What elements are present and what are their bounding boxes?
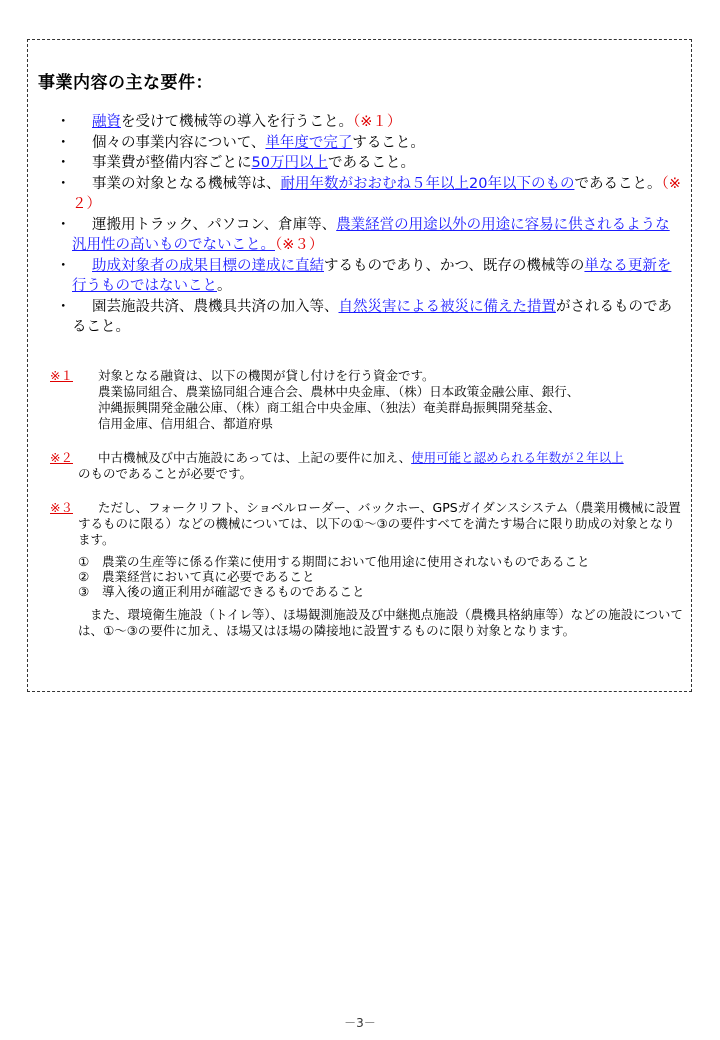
requirement-link[interactable]: 融資 (92, 114, 121, 130)
footnote-3-extra: また、環境衛生施設（トイレ等）、ほ場観測施設及び中継拠点施設（農機具格納庫等）などの施設については、①～③の要件に加え、ほ場又はほ場の隣接地に設置するものに限り対象となります。 (78, 607, 683, 638)
requirement-item (56, 133, 681, 154)
bullet-icon: ・ (56, 114, 71, 130)
footnote-reference[interactable]: （※３） (275, 237, 324, 253)
footnote-2 (50, 450, 685, 482)
requirement-text-part: 運搬用トラック、パソコン、倉庫等、 (92, 216, 337, 233)
footnote-2-link[interactable]: 使用可能と認められる年数が２年以上 (411, 450, 624, 465)
requirement-link[interactable]: 自然災害による被災に備えた措置 (338, 298, 556, 315)
bullet-icon: ・ (56, 257, 71, 274)
footnote-2-body (78, 450, 685, 482)
requirement-text (72, 135, 425, 151)
bullet-icon: ・ (56, 216, 71, 233)
footnote-1 (50, 368, 685, 432)
requirement-text-part: 園芸施設共済、農機具共済の加入等、 (92, 298, 339, 315)
requirement-link[interactable]: 助成対象者の成果目標の達成に直結 (92, 257, 324, 274)
footnote-3-conditions (78, 554, 685, 599)
footnote-mark-3[interactable]: ※３ (50, 500, 73, 515)
requirements-box (27, 39, 692, 692)
condition-item: ② 農業経営において真に必要であること (78, 569, 315, 584)
condition-item: ① 農業の生産等に係る作業に使用する期間において他用途に使用されないものであること (78, 554, 590, 569)
bullet-icon: ・ (56, 298, 71, 315)
requirement-text (72, 114, 401, 130)
bullet-icon: ・ (56, 155, 71, 171)
requirement-text (72, 258, 671, 295)
requirement-text-part: するものであり、かつ、既存の機械等の (324, 257, 585, 274)
requirement-text-part: 個々の事業内容について、 (92, 134, 266, 151)
footnote-3-body: ただし、フォークリフト、ショベルローダー、バックホー、GPSガイダンスシステム（農業用機械に設置するものに限る）などの機械については、以下の①～③の要件すべてを満たす場合に限り助成の対象となります。 (78, 500, 681, 547)
footnote-mark-1[interactable]: ※１ (50, 368, 73, 383)
requirement-item (56, 256, 681, 297)
requirement-item (56, 215, 681, 256)
requirement-text-part: すること。 (352, 134, 425, 151)
requirement-text (72, 299, 672, 336)
requirement-link[interactable]: 単なる更新を行うものではないこと (72, 257, 672, 294)
footnote-3 (50, 500, 685, 639)
footnote-2-text: 中古機械及び中古施設にあっては、上記の要件に加え、 (98, 450, 412, 465)
requirement-text-part: であること。 (574, 175, 662, 192)
condition-item: ③ 導入後の適正利用が確認できるものであること (78, 584, 365, 599)
footnote-1-line: 沖縄振興開発金融公庫、（株）商工組合中央金庫、（独法）奄美群島振興開発基金、 (98, 400, 561, 415)
page-number: －3－ (344, 1016, 376, 1030)
requirement-link[interactable]: 耐用年数がおおむね５年以上20年以下のもの (280, 175, 575, 192)
requirement-link[interactable]: 50万円以上 (251, 155, 328, 171)
requirement-text-part: を受けて機械等の導入を行うこと。 (121, 114, 353, 130)
requirement-text (72, 155, 415, 171)
requirement-text-part: 事業費が整備内容ごとに (92, 155, 252, 171)
requirement-link[interactable]: 単年度で完了 (265, 134, 353, 151)
section-title: 事業内容の主な要件： (38, 73, 213, 93)
requirement-text-part: がされるものであること。 (72, 298, 672, 335)
footnote-1-line: 農業協同組合、農業協同組合連合会、農林中央金庫、（株）日本政策金融公庫、銀行、 (98, 384, 580, 399)
footnote-1-line: 対象となる融資は、以下の機関が貸し付けを行う資金です。 (98, 368, 435, 383)
requirement-text-part: 事業の対象となる機械等は、 (92, 175, 281, 192)
bullet-icon: ・ (56, 134, 71, 151)
requirement-item (56, 112, 681, 133)
requirement-item (56, 297, 681, 338)
footnote-mark-2[interactable]: ※２ (50, 450, 73, 465)
footnote-2-text-after: のものであることが必要です。 (78, 466, 253, 481)
footnote-reference[interactable]: （※２） (72, 175, 681, 212)
footnote-reference[interactable]: （※１） (353, 114, 402, 130)
requirement-link[interactable]: 農業経営の用途以外の用途に容易に供されるような汎用性の高いものでないこと。 (72, 216, 670, 253)
requirements-list (56, 112, 681, 338)
requirement-text-part: であること。 (327, 155, 415, 171)
footnotes (50, 368, 685, 653)
requirement-text (72, 176, 681, 213)
requirement-item (56, 153, 681, 174)
requirement-item (56, 174, 681, 215)
requirement-text-part: 。 (217, 278, 232, 294)
footnote-1-line: 信用金庫、信用組合、都道府県 (98, 416, 274, 431)
requirement-text (72, 217, 670, 254)
bullet-icon: ・ (56, 175, 71, 192)
